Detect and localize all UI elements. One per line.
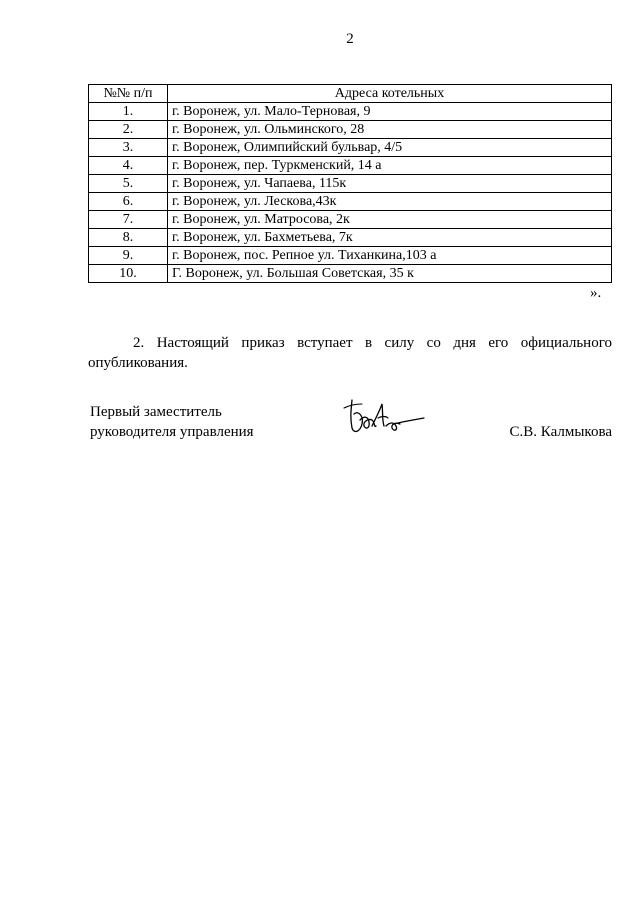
row-address: г. Воронеж, ул. Матросова, 2к [168,211,612,229]
row-num: 8. [89,229,168,247]
signer-title-line2: руководителя управления [90,424,254,440]
table-row [89,193,612,211]
table-header-row [89,85,612,103]
row-num: 6. [89,193,168,211]
row-address: г. Воронеж, ул. Мало-Терновая, 9 [168,103,612,121]
signer-title-line1: Первый заместитель [90,404,222,420]
header-num: №№ п/п [89,85,168,103]
row-num: 5. [89,175,168,193]
row-num: 1. [89,103,168,121]
row-num: 10. [89,265,168,283]
row-address: г. Воронеж, пос. Репное ул. Тиханкина,103 а [168,247,612,265]
row-address: г. Воронеж, пер. Туркменский, 14 а [168,157,612,175]
row-num: 7. [89,211,168,229]
table-row [89,247,612,265]
row-address: г. Воронеж, ул. Бахметьева, 7к [168,229,612,247]
table-row [89,265,612,283]
row-num: 3. [89,139,168,157]
handwritten-signature [342,396,426,440]
table-row [89,139,612,157]
table-row [89,121,612,139]
row-num: 4. [89,157,168,175]
row-num: 2. [89,121,168,139]
row-address: г. Воронеж, ул. Лескова,43к [168,193,612,211]
closing-quote: ». [590,285,602,301]
row-num: 9. [89,247,168,265]
table-row [89,229,612,247]
signer-title [90,402,254,442]
header-address: Адреса котельных [168,85,612,103]
signer-name: С.В. Калмыкова [509,424,612,440]
order-paragraph: 2. Настоящий приказ вступает в силу со дня его официального опубликования. [88,335,612,371]
row-address: г. Воронеж, ул. Чапаева, 115к [168,175,612,193]
table-row [89,211,612,229]
table-row [89,103,612,121]
boiler-addresses-table [88,84,612,283]
table-row [89,157,612,175]
row-address: г. Воронеж, ул. Ольминского, 28 [168,121,612,139]
page-number: 2 [346,31,354,47]
row-address: г. Воронеж, Олимпийский бульвар, 4/5 [168,139,612,157]
table-row [89,175,612,193]
row-address: Г. Воронеж, ул. Большая Советская, 35 к [168,265,612,283]
